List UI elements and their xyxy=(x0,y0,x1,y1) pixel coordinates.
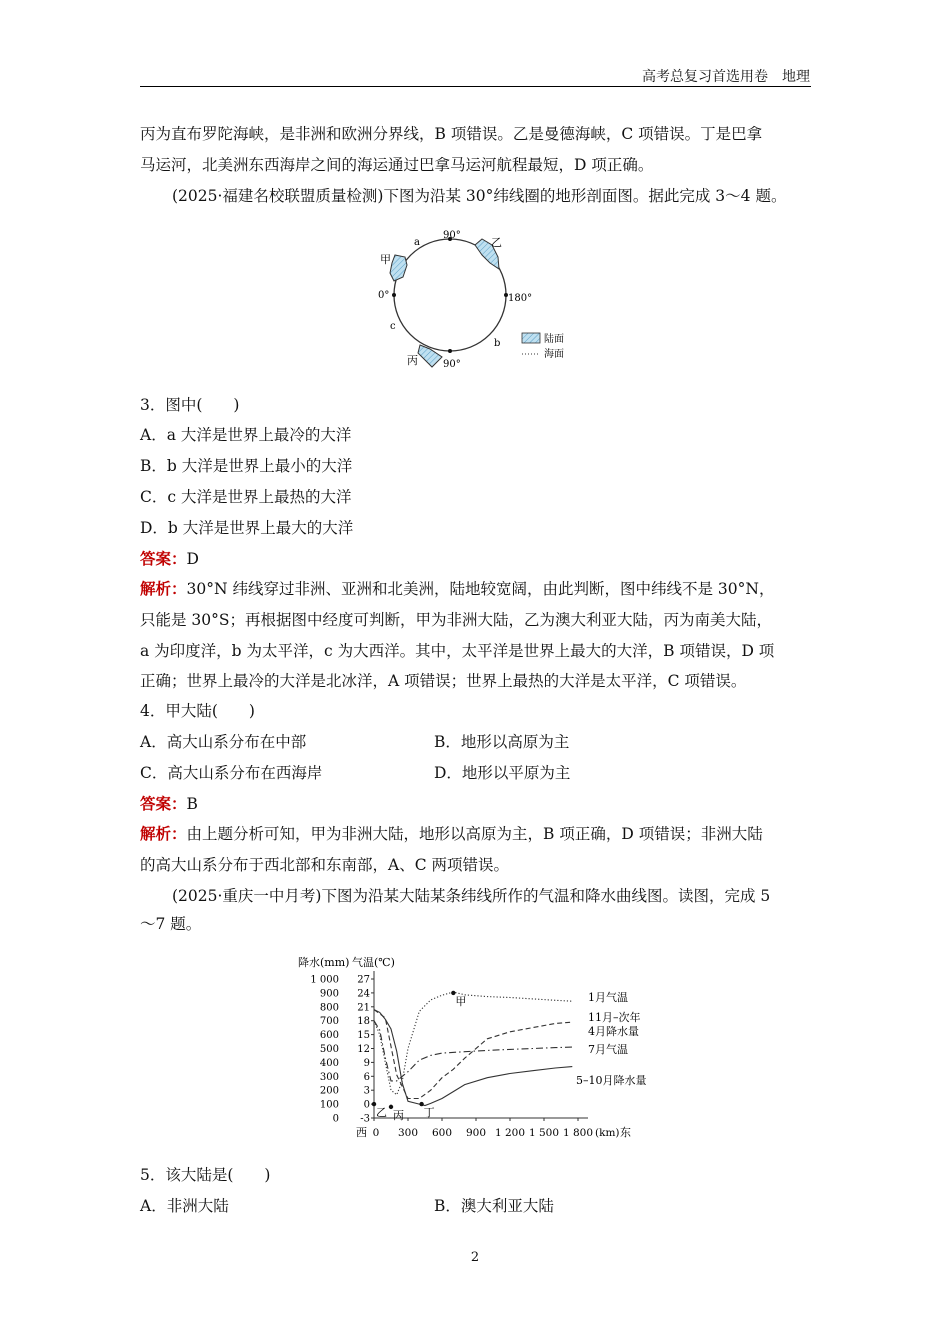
temp-tick-label: -3 xyxy=(360,1113,370,1125)
x-tick-label: 300 xyxy=(397,1127,419,1139)
temp-tick-label: 12 xyxy=(357,1044,370,1055)
q4-option-b: B．地形以高原为主 xyxy=(434,733,570,751)
precip-tick-label: 700 xyxy=(319,1016,339,1028)
answer-value: B xyxy=(186,795,198,813)
temp-tick-label: 9 xyxy=(363,1057,370,1069)
chart-east-label: 东 xyxy=(620,1126,631,1139)
temp-tick-label: 18 xyxy=(357,1016,370,1028)
land-bing xyxy=(418,345,442,367)
temp-tick-label: 6 xyxy=(363,1071,370,1083)
line-label-jul-temp: 7月气温 xyxy=(588,1043,628,1056)
running-header: 高考总复习首选用卷 地理 xyxy=(642,69,810,85)
latitude-circle-figure xyxy=(370,225,590,375)
point-label: 乙 xyxy=(376,1106,387,1120)
q3-option-c: C．c 大洋是世界上最热的大洋 xyxy=(140,488,352,506)
chart-xlabel: (km) xyxy=(595,1127,620,1139)
dot-bottom xyxy=(448,349,452,353)
q4-options-row-1 xyxy=(140,732,811,752)
temp-tick-label: 24 xyxy=(357,988,370,1000)
analysis-label: 解析： xyxy=(140,824,187,843)
precip-tick-label: 1 000 xyxy=(310,974,339,986)
precip-tick-label: 600 xyxy=(319,1030,339,1042)
point-label: 丁 xyxy=(423,1106,435,1120)
analysis-text: 由上题分析可知，甲为非洲大陆，地形以高原为主，B 项正确，D 项错误；非洲大陆 xyxy=(186,825,763,843)
label-a: a xyxy=(414,237,420,248)
label-180: 180° xyxy=(508,293,533,304)
q5-option-a: A．非洲大陆 xyxy=(140,1197,229,1215)
answer-label: 答案： xyxy=(140,794,187,813)
climate-chart xyxy=(290,950,670,1145)
q3-option-d: D．b 大洋是世界上最大的大洋 xyxy=(140,519,354,537)
label-b: b xyxy=(494,338,501,349)
precip-tick-label: 300 xyxy=(319,1071,339,1083)
q4-option-d: D．地形以平原为主 xyxy=(434,764,571,782)
line-label-winter-precip-2: 4月降水量 xyxy=(588,1025,639,1038)
label-c: c xyxy=(390,321,396,332)
section2-lead-1: (2025·重庆一中月考)下图为沿某大陆某条纬线所作的气温和降水曲线图。读图，完成 5 xyxy=(172,887,771,905)
precip-tick-label: 400 xyxy=(319,1057,339,1069)
chart-ylabel-right: 气温(℃) xyxy=(352,956,395,969)
series-line xyxy=(374,1010,572,1099)
x-tick-label: 900 xyxy=(465,1127,487,1139)
section1-lead: (2025·福建名校联盟质量检测)下图为沿某 30°纬线圈的地形剖面图。据此完成 3～4 题。 xyxy=(172,187,787,205)
precip-tick-label: 200 xyxy=(319,1085,339,1097)
x-tick-label: 600 xyxy=(431,1127,453,1139)
precip-tick-label: 100 xyxy=(319,1099,339,1111)
point-label: 甲 xyxy=(455,994,467,1008)
intro-line-2: 马运河，北美洲东西海岸之间的海运通过巴拿马运河航程最短，D 项正确。 xyxy=(140,156,654,174)
temp-tick-label: 3 xyxy=(363,1085,370,1097)
precip-tick-label: 900 xyxy=(319,988,339,1000)
legend-land-swatch xyxy=(522,333,540,343)
header-rule xyxy=(140,86,811,87)
q5-stem: 5．该大陆是( ) xyxy=(140,1166,271,1184)
x-tick-label: 1 200 xyxy=(494,1127,526,1139)
q5-option-b: B．澳大利亚大陆 xyxy=(434,1197,554,1215)
q3-stem: 3．图中( ) xyxy=(140,396,240,414)
q4-analysis-line-1 xyxy=(140,824,811,844)
temp-tick-label: 21 xyxy=(357,1002,370,1014)
answer-label: 答案： xyxy=(140,549,187,568)
page-number: 2 xyxy=(470,1250,480,1265)
q5-options-row-1 xyxy=(140,1196,811,1216)
q4-stem: 4．甲大陆( ) xyxy=(140,702,255,720)
x-tick-label: 0 xyxy=(372,1127,380,1139)
q4-answer xyxy=(140,794,811,814)
label-90-top: 90° xyxy=(443,230,461,241)
land-jia xyxy=(390,255,407,281)
line-label-winter-precip-1: 11月–次年 xyxy=(588,1011,641,1024)
label-yi: 乙 xyxy=(491,236,502,249)
x-tick-label: 1 800 xyxy=(562,1127,594,1139)
q4-option-c: C．高大山系分布在西海岸 xyxy=(140,764,323,782)
q3-analysis-line-1 xyxy=(140,579,811,599)
series-line xyxy=(374,992,572,1095)
label-90-bottom: 90° xyxy=(443,359,461,370)
q4-options-row-2 xyxy=(140,763,811,783)
x-tick-label: 1 500 xyxy=(528,1127,560,1139)
precip-tick-label: 500 xyxy=(319,1044,339,1055)
answer-value: D xyxy=(186,550,199,568)
section2-lead-2: ～7 题。 xyxy=(140,915,202,933)
point-label: 丙 xyxy=(393,1108,404,1122)
precip-tick-label: 800 xyxy=(319,1002,339,1014)
precip-tick-label: 0 xyxy=(332,1113,339,1125)
q3-answer xyxy=(140,549,811,569)
legend-sea-label: 海面 xyxy=(544,349,564,360)
line-label-summer-precip: 5–10月降水量 xyxy=(576,1074,647,1087)
legend-land-label: 陆面 xyxy=(544,334,564,345)
q3-option-b: B．b 大洋是世界上最小的大洋 xyxy=(140,457,353,475)
chart-west-label: 西 xyxy=(356,1126,367,1139)
analysis-label: 解析： xyxy=(140,579,187,598)
line-label-jan-temp: 1月气温 xyxy=(588,991,628,1004)
analysis-text: 30°N 纬线穿过非洲、亚洲和北美洲，陆地较宽阔，由此判断，图中纬线不是 30°N， xyxy=(186,580,775,598)
label-bing: 丙 xyxy=(407,354,418,367)
intro-line-1: 丙为直布罗陀海峡，是非洲和欧洲分界线，B 项错误。乙是曼德海峡，C 项错误。丁是巴拿 xyxy=(140,125,763,143)
q3-option-a: A．a 大洋是世界上最冷的大洋 xyxy=(140,426,352,444)
q3-analysis-line-3: a 为印度洋，b 为太平洋，c 为大西洋。其中，太平洋是世界上最大的大洋，B 项错误，D 项 xyxy=(140,642,775,660)
dot-left xyxy=(392,293,396,297)
chart-ylabel-left: 降水(mm) xyxy=(298,956,350,969)
series-line xyxy=(374,1010,572,1106)
temp-tick-label: 15 xyxy=(357,1030,370,1042)
label-0: 0° xyxy=(378,290,390,301)
temp-tick-label: 27 xyxy=(357,974,370,986)
q3-analysis-line-2: 只能是 30°S；再根据图中经度可判断，甲为非洲大陆，乙为澳大利亚大陆，丙为南美大陆， xyxy=(140,611,773,629)
label-jia: 甲 xyxy=(380,253,391,266)
q4-analysis-line-2: 的高大山系分布于西北部和东南部，A、C 两项错误。 xyxy=(140,856,509,874)
q4-option-a: A．高大山系分布在中部 xyxy=(140,733,307,751)
q3-analysis-line-4: 正确；世界上最冷的大洋是北冰洋，A 项错误；世界上最热的大洋是太平洋，C 项错误。 xyxy=(140,672,747,690)
temp-tick-label: 0 xyxy=(363,1099,370,1111)
